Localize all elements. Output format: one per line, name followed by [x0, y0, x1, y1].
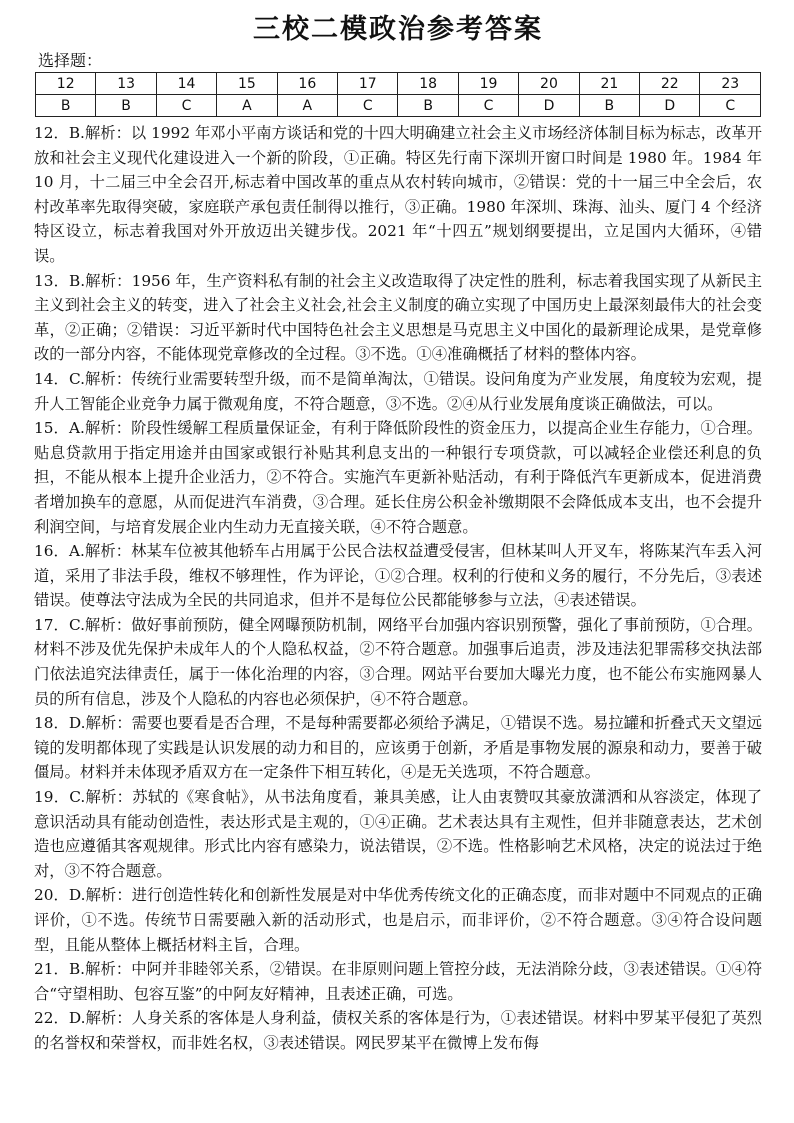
answer-cell: B — [579, 95, 639, 117]
question-number-cell: 23 — [700, 73, 761, 95]
explanation-14: 14．C.解析：传统行业需要转型升级，而不是简单淘汰，①错误。设问角度为产业发展，角度较为宏观，提升人工智能企业竞争力属于微观角度，不符合题意，③不选。②④从行业发展角度谈正确做法，可以。 — [34, 369, 762, 413]
explanation-21: 21．B.解析：中阿并非睦邻关系，②错误。在非原则问题上管控分歧，无法消除分歧，③表述错误。①④符合“守望相助、包容互鉴”的中阿友好精神，且表述正确，可选。 — [34, 960, 762, 1003]
answer-cell: C — [458, 95, 518, 117]
question-number-cell: 16 — [277, 73, 337, 95]
answer-cell: A — [277, 95, 337, 117]
explanation-19: 19．C.解析：苏轼的《寒食帖》，从书法角度看，兼具美感，让人由衷赞叹其豪放潇洒和从容淡定，体现了意识活动具有能动创造性，表达形式是主观的，①④正确。艺术表达具有主观性，但并非随意表达，艺术创造也应遵循其客观规律。形式比内容有感染力，说法错误，②不选。性格影响艺术风格，决定的说法过于绝对，③不符合题意。 — [34, 788, 762, 880]
question-number-cell: 18 — [398, 73, 458, 95]
explanation-18: 18．D.解析：需要也要看是否合理，不是每种需要都必须给予满足，①错误不选。易拉罐和折叠式天文望远镜的发明都体现了实践是认识发展的动力和目的，应该勇于创新，矛盾是事物发展的源泉和动力，要善于破僵局。材料并未体现矛盾双方在一定条件下相互转化，④是无关选项，不符合题意。 — [34, 714, 762, 782]
question-number-cell: 21 — [579, 73, 639, 95]
answer-cell: D — [519, 95, 579, 117]
question-number-cell: 19 — [458, 73, 518, 95]
answer-cell: A — [217, 95, 277, 117]
answer-cell: B — [96, 95, 156, 117]
explanation-12: 12．B.解析：以 1992 年邓小平南方谈话和党的十四大明确建立社会主义市场经济体制目标为标志，改革开放和社会主义现代化建设进入一个新的阶段，①正确。特区先行南下深圳开窗口时间是 1980 年。1984 年 10 月，十二届三中全会召开,标志着中国改革的重点从农村转向城市，②错误：党的十一届三中全会后，农村改革率先取得突破，家庭联产承包责任制得以推行，③正确。1980 年深圳、珠海、汕头、厦门 4 个经济特区设立，标志着我国对外开放迈出关键步伐。2021 年“十四五”规划纲要提出，立足国内大循环，④错误。 — [34, 124, 762, 265]
question-number-cell: 12 — [36, 73, 96, 95]
question-number-row — [36, 73, 761, 95]
question-number-cell: 17 — [338, 73, 398, 95]
question-number-cell: 20 — [519, 73, 579, 95]
answer-cell: B — [398, 95, 458, 117]
answer-cell: C — [156, 95, 216, 117]
explanation-list — [34, 121, 762, 1056]
answer-document — [34, 0, 762, 1056]
explanation-15: 15．A.解析：阶段性缓解工程质量保证金，有利于降低阶段性的资金压力，以提高企业生存能力，①合理。贴息贷款用于指定用途并由国家或银行补贴其利息支出的一种银行专项贷款，可以减轻企业偿还利息的负担，不能从根本上提升企业活力，②不符合。实施汽车更新补贴活动，有利于降低汽车更新成本，促进消费者增加换车的意愿，从而促进汽车消费，③合理。延长住房公积金补缴期限不会降低成本支出，也不会提升利润空间，与培育发展企业内生动力无直接关联，④不符合题意。 — [34, 419, 762, 536]
explanation-22: 22．D.解析：人身关系的客体是人身利益，债权关系的客体是行为，①表述错误。材料中罗某平侵犯了英烈的名誉权和荣誉权，而非姓名权，③表述错误。网民罗某平在微博上发布侮 — [34, 1009, 762, 1052]
explanation-17: 17．C.解析：做好事前预防，健全网曝预防机制，网络平台加强内容识别预警，强化了事前预防，①合理。材料不涉及优先保护未成年人的个人隐私权益，②不符合题意。加强事后追责，涉及违法犯罪需移交执法部门依法追究法律责任，属于一体化治理的内容，③合理。网站平台要加大曝光力度，也不能公布实施网暴人员的所有信息，涉及个人隐私的内容也必须保护，④不符合题意。 — [34, 615, 762, 708]
answer-cell: C — [700, 95, 761, 117]
answer-row — [36, 95, 761, 117]
answer-cell: B — [36, 95, 96, 117]
explanation-20: 20．D.解析：进行创造性转化和创新性发展是对中华优秀传统文化的正确态度，而非对题中不同观点的正确评价，①不选。传统节日需要融入新的活动形式，也是启示，而非评价，②不符合题意。③④符合设问题型，且能从整体上概括材料主旨，合理。 — [34, 886, 762, 954]
answer-cell: C — [338, 95, 398, 117]
explanation-16: 16．A.解析：林某车位被其他轿车占用属于公民合法权益遭受侵害，但林某叫人开叉车，将陈某汽车丢入河道，采用了非法手段，维权不够理性，作为评论，①②合理。权利的行使和义务的履行，不分先后，③表述错误。使尊法守法成为全民的共同追求，但并不是每位公民都能够参与立法，④表述错误。 — [34, 542, 762, 610]
explanation-13: 13．B.解析：1956 年，生产资料私有制的社会主义改造取得了决定性的胜利，标志着我国实现了从新民主主义到社会主义的转变，进入了社会主义社会,社会主义制度的确立实现了中国历史上最深刻最伟大的社会变革，②正确；②错误：习近平新时代中国特色社会主义思想是马克思主义中国化的最新理论成果，是党章修改的一部分内容，不能体现党章修改的全过程。③不选。①④准确概括了材料的整体内容。 — [34, 271, 762, 364]
answer-cell: D — [640, 95, 700, 117]
answer-table — [35, 72, 761, 117]
question-number-cell: 13 — [96, 73, 156, 95]
question-number-cell: 14 — [156, 73, 216, 95]
question-number-cell: 15 — [217, 73, 277, 95]
page-title: 三校二模政治参考答案 — [253, 14, 543, 45]
section-label: 选择题： — [38, 51, 103, 70]
question-number-cell: 22 — [640, 73, 700, 95]
